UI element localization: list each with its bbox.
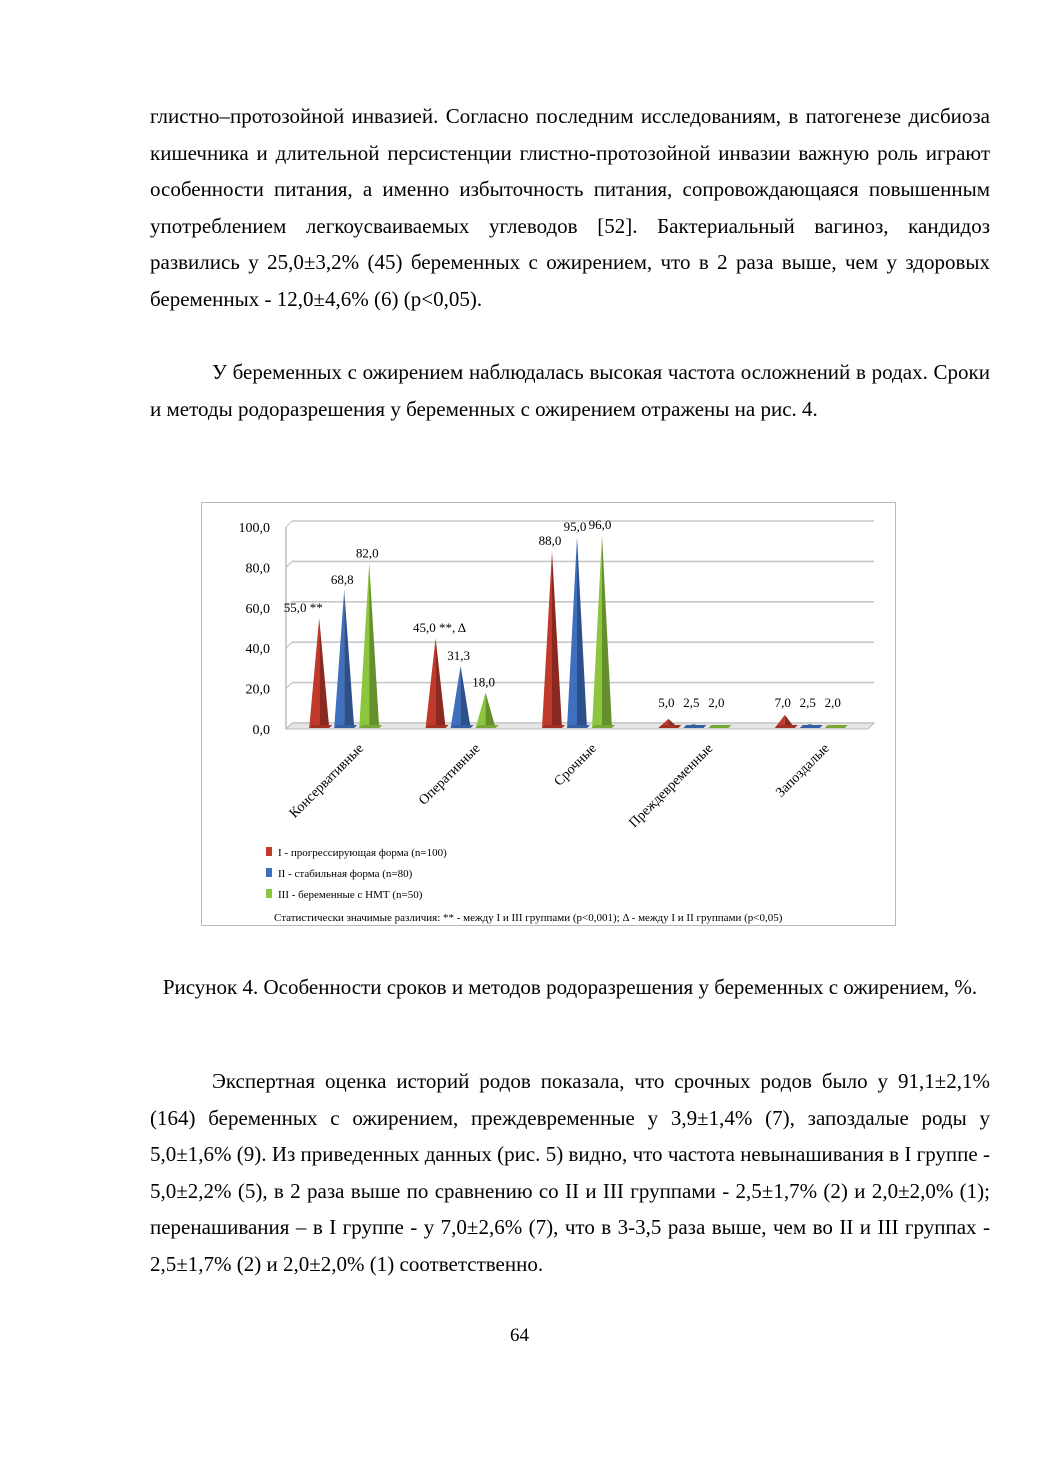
bar-cone-base — [334, 725, 357, 728]
x-category-label: Оперативные — [416, 741, 484, 809]
data-label: 82,0 — [355, 545, 379, 561]
figure-caption: Рисунок 4. Особенности сроков и методов родоразрешения у беременных с ожирением, %. — [162, 975, 978, 999]
data-label: 68,8 — [330, 572, 354, 588]
bar-cone — [359, 563, 369, 728]
y-tick-label: 0,0 — [252, 723, 270, 738]
bar-cone-base — [451, 725, 474, 728]
data-label: 18,0 — [472, 674, 495, 690]
bar-cone-base — [567, 725, 590, 728]
bar-cone-base — [359, 725, 382, 728]
legend-entry: I - прогрессирующая форма (n=100) — [278, 847, 447, 859]
data-label: 95,0 — [563, 519, 587, 535]
gridline-depth — [286, 561, 292, 567]
data-label: 31,3 — [447, 647, 470, 663]
y-tick-label: 20,0 — [245, 682, 270, 698]
data-label: 88,0 — [538, 533, 562, 549]
page-number: 64 — [510, 1325, 529, 1346]
paragraph-complications: У беременных с ожирением наблюдалась высокая частота осложнений в родах. Сроки и методы родоразрешения у беременных с ожирением отражены на рис. 4. — [150, 360, 990, 421]
bar-cone-shade — [344, 590, 354, 728]
gridline-depth — [286, 683, 292, 689]
bar-cone — [334, 590, 344, 728]
bar-cone-shade — [319, 618, 329, 728]
bar-cone-base — [476, 725, 499, 728]
data-label: 45,0 **, Δ — [413, 620, 467, 636]
y-tick-label: 100,0 — [238, 521, 270, 536]
bar-cone-shade — [602, 535, 612, 728]
delivery-methods-chart — [202, 503, 897, 927]
legend-entry: II - стабильная форма (n=80) — [278, 868, 413, 880]
bar-cone-base — [800, 725, 823, 728]
data-label: 2,5 — [683, 695, 700, 710]
bar-cone-base — [309, 725, 332, 728]
bar-cone-base — [592, 725, 615, 728]
bar-cone-shade — [369, 563, 379, 728]
bar-cone-shade — [577, 537, 587, 728]
paragraph-expert-assessment: Экспертная оценка историй родов показала, что срочных родов было у 91,1±2,1% (164) беременных с ожирением, преждевременные у 3,9±1,4% (7), запоздалые роды у 5,0±1,6% (9). Из приведенных данных (рис. 5) видно, что частота невынашивания в I группе - 5,0±2,2% (5), в 2 раза выше по сравнению со II и III группами - 2,5±1,7% (2) и 2,0±2,0% (1); перенашивания – в I группе - у 7,0±2,6% (7), что в 3-3,5 раза выше, чем во II и III группах - 2,5±1,7% (2) и 2,0±2,0% (1) соответственно. — [150, 1069, 990, 1276]
x-category-label: Запоздалые — [773, 741, 833, 801]
data-label: 2,0 — [824, 695, 841, 710]
data-label: 5,0 — [658, 695, 675, 710]
x-category-label: Срочные — [551, 741, 600, 790]
chart-footnote: Статистически значимые различия: ** - между I и III группами (p<0,001); Δ - между I и II группами (p<0,05) — [274, 912, 783, 924]
legend-swatch — [266, 889, 272, 898]
bar-cone-base — [542, 725, 565, 728]
gridline-depth — [286, 642, 292, 648]
data-label: 7,0 — [774, 695, 791, 710]
data-label: 2,0 — [708, 695, 725, 710]
data-label: 96,0 — [588, 517, 612, 533]
bar-cone — [592, 535, 602, 728]
bar-cone-base — [683, 725, 706, 728]
bar-cone — [542, 551, 552, 728]
y-tick-label: 80,0 — [245, 561, 270, 577]
gridline-depth — [286, 521, 292, 527]
bar-cone-shade — [461, 666, 471, 728]
data-label: 55,0 ** — [283, 599, 323, 615]
legend-swatch — [266, 847, 272, 856]
y-tick-label: 60,0 — [245, 601, 270, 617]
x-category-label: Преждевременные — [626, 741, 717, 831]
bar-cone-base — [775, 725, 798, 728]
figure-chart-frame — [201, 502, 896, 926]
bar-cone-base — [426, 725, 449, 728]
y-tick-label: 40,0 — [245, 642, 270, 658]
paragraph-intro: глистно–протозойной инвазией. Согласно последним исследованиям, в патогенезе дисбиоза кишечника и длительной персистенции глистно-протозойной инвазии важную роль играют особенности питания, а именно избыточность питания, сопровождающаяся повышенным употреблением легкоусваиваемых углеводов [52]. Бактериальный вагиноз, кандидоз развились у 25,0±3,2% (45) беременных с ожирением, что в 2 раза выше, чем у здоровых беременных - 12,0±4,6% (6) (p<0,05). — [150, 104, 990, 311]
legend-swatch — [266, 868, 272, 877]
bar-cone — [567, 537, 577, 728]
bar-cone — [309, 618, 319, 728]
bar-cone-base — [708, 725, 731, 728]
legend-entry: III - беременные с НМТ (n=50) — [278, 889, 423, 901]
data-label: 2,5 — [799, 695, 816, 710]
bar-cone — [451, 666, 461, 728]
bar-cone-base — [825, 725, 848, 728]
bar-cone-shade — [552, 551, 562, 728]
x-category-label: Консервативные — [286, 741, 368, 822]
bar-cone-base — [658, 725, 681, 728]
